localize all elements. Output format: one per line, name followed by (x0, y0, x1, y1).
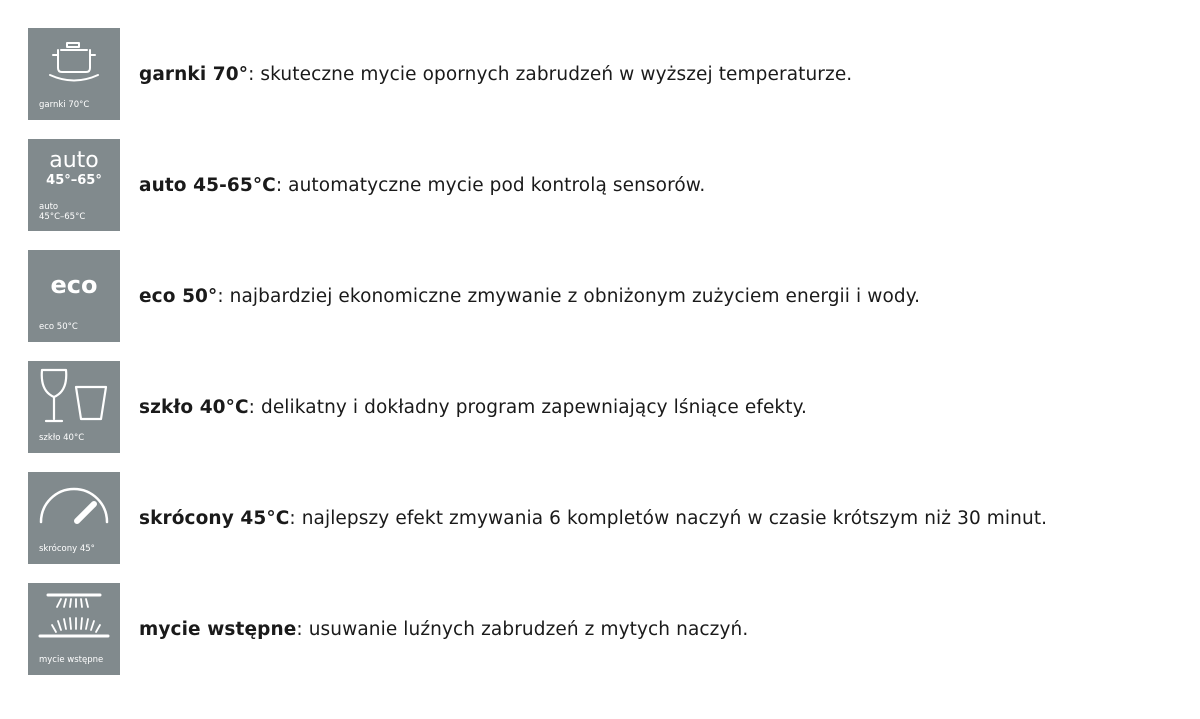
program-text: : automatyczne mycie pod kontrolą sensorów. (275, 174, 706, 196)
program-tile-mycie-wstepne (28, 583, 120, 675)
program-title: garnki 70° (139, 63, 249, 85)
program-text: : skuteczne mycie opornych zabrudzeń w wyższej temperaturze. (248, 63, 853, 85)
program-description (139, 286, 920, 307)
tile-big-word: auto (49, 148, 99, 173)
program-text: : najlepszy efekt zmywania 6 kompletów naczyń w czasie krótszym niż 30 minut. (289, 507, 1048, 529)
program-row-szklo (28, 361, 807, 453)
program-text: : usuwanie luźnych zabrudzeń z mytych naczyń. (296, 618, 749, 640)
program-title: skrócony 45°C (139, 507, 290, 529)
program-tile-szklo (28, 361, 120, 453)
tile-caption: mycie wstępne (39, 655, 104, 665)
tile-caption: skrócony 45° (39, 544, 95, 554)
program-title: szkło 40°C (139, 396, 249, 418)
tile-caption: szkło 40°C (39, 433, 85, 443)
program-description (139, 64, 852, 85)
program-tile-garnki (28, 28, 120, 120)
program-description (139, 175, 705, 196)
program-description (139, 619, 748, 640)
tile-caption-line1: auto (39, 202, 59, 212)
tile-caption: eco 50°C (39, 322, 78, 332)
program-title: auto 45-65°C (139, 174, 276, 196)
program-title: eco 50° (139, 285, 218, 307)
program-text: : delikatny i dokładny program zapewniający lśniące efekty. (248, 396, 807, 418)
program-row-eco (28, 250, 920, 342)
tile-range: 45°–65° (46, 173, 102, 188)
tile-caption: garnki 70°C (39, 100, 90, 110)
tile-caption-line2: 45°C–65°C (39, 212, 86, 222)
program-row-garnki (28, 28, 852, 120)
tile-big-word: eco (50, 271, 98, 299)
program-description (139, 508, 1047, 529)
program-tile-auto (28, 139, 120, 231)
program-title: mycie wstępne (139, 618, 297, 640)
program-row-auto (28, 139, 705, 231)
program-description (139, 397, 807, 418)
program-row-skrocony (28, 472, 1047, 564)
program-tile-eco (28, 250, 120, 342)
tile-caption (39, 202, 85, 222)
program-row-mycie-wstepne (28, 583, 748, 675)
program-text: : najbardziej ekonomiczne zmywanie z obniżonym zużyciem energii i wody. (217, 285, 921, 307)
program-tile-skrocony (28, 472, 120, 564)
